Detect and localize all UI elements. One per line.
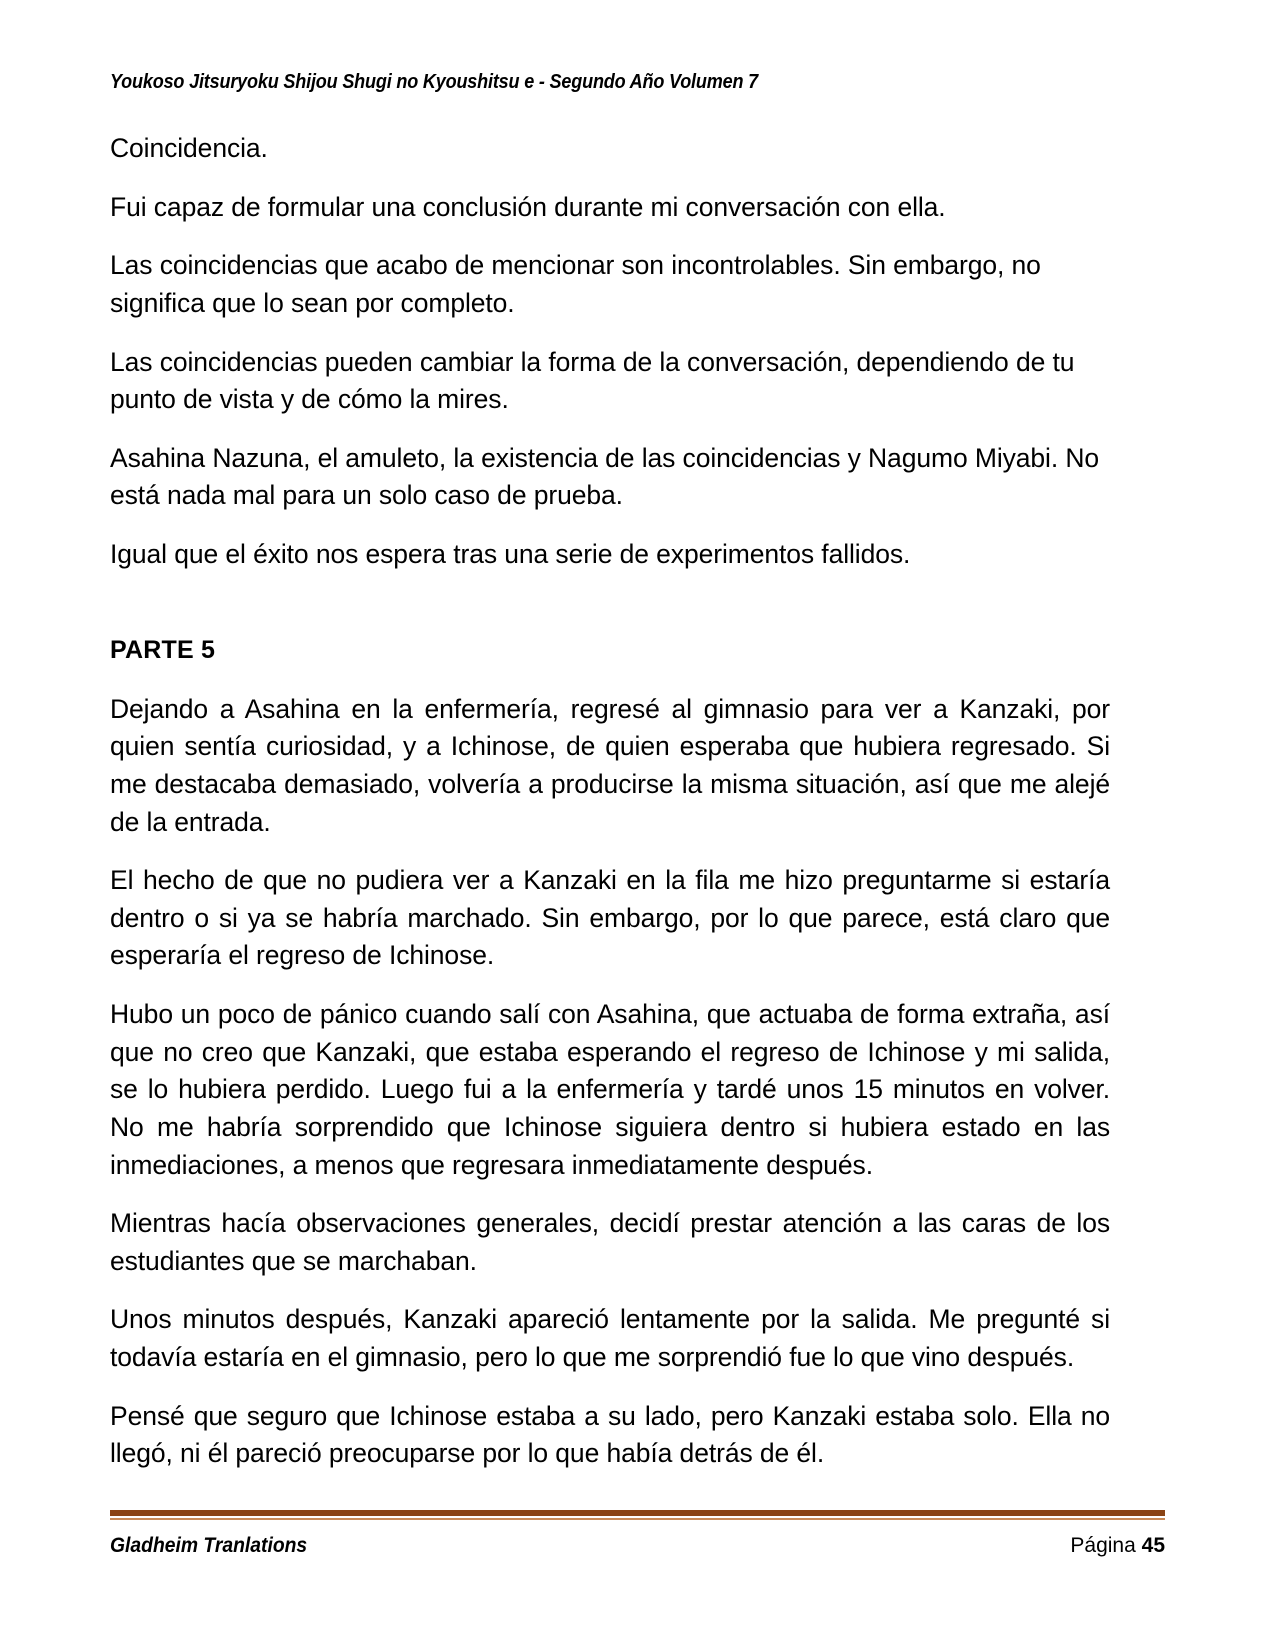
- footer-page-indicator: [1070, 1534, 1165, 1558]
- footer-page-label: Página: [1070, 1534, 1136, 1557]
- running-footer: [110, 1510, 1165, 1558]
- footer-row: [110, 1534, 1165, 1558]
- footer-page-number: 45: [1141, 1534, 1165, 1557]
- paragraph: Asahina Nazuna, el amuleto, la existencia de las coincidencias y Nagumo Miyabi. No está nada mal para un solo caso de prueba.: [110, 442, 1100, 511]
- footer-divider-thick-bar: [110, 1510, 1165, 1516]
- footer-divider-thin-bar: [110, 1518, 1165, 1520]
- paragraph: Unos minutos después, Kanzaki apareció lentamente por la salida. Me pregunté si todavía estaría en el gimnasio, pero lo que me sorprendió fue lo que vino después.: [110, 1304, 1110, 1372]
- paragraph: Las coincidencias pueden cambiar la forma de la conversación, dependiendo de tu punto de vista y de cómo la mires.: [110, 346, 1075, 415]
- footer-divider: [110, 1510, 1165, 1520]
- paragraph: Igual que el éxito nos espera tras una serie de experimentos fallidos.: [110, 539, 911, 569]
- header-title: Youkoso Jitsuryoku Shijou Shugi no Kyoushitsu e - Segundo Año Volumen 7: [110, 70, 759, 93]
- running-header: [110, 70, 1165, 94]
- paragraph: El hecho de que no pudiera ver a Kanzaki en la fila me hizo preguntarme si estaría dentro o si ya se habría marchado. Sin embargo, por lo que parece, está claro que esperaría el regreso de Ichinose.: [110, 865, 1110, 971]
- paragraph: Pensé que seguro que Ichinose estaba a su lado, pero Kanzaki estaba solo. Ella no llegó, ni él pareció preocuparse por lo que había detrás de él.: [110, 1400, 1110, 1469]
- section-heading: PARTE 5: [110, 635, 216, 664]
- paragraph: Las coincidencias que acabo de mencionar son incontrolables. Sin embargo, no significa que lo sean por completo.: [110, 250, 1041, 318]
- document-body: [110, 130, 1110, 1494]
- paragraph: Dejando a Asahina en la enfermería, regresé al gimnasio para ver a Kanzaki, por quien sentía curiosidad, y a Ichinose, de quien esperaba que hubiera regresado. Si me destacaba demasiado, volvería a producirse la misma situación, así que me alejé de la entrada.: [110, 693, 1110, 837]
- paragraph: Mientras hacía observaciones generales, decidí prestar atención a las caras de los estudiantes que se marchaban.: [110, 1208, 1110, 1276]
- paragraph: Coincidencia.: [110, 133, 268, 163]
- paragraph: Hubo un poco de pánico cuando salí con Asahina, que actuaba de forma extraña, así que no creo que Kanzaki, que estaba esperando el regreso de Ichinose y mi salida, se lo hubiera perdido. Luego fui a la enfermería y tardé unos 15 minutos en volver. No me habría sorprendido que Ichinose siguiera dentro si hubiera estado en las inmediaciones, a menos que regresara inmediatamente después.: [110, 999, 1110, 1180]
- footer-brand: Gladheim Tranlations: [110, 1534, 308, 1557]
- paragraph: Fui capaz de formular una conclusión durante mi conversación con ella.: [110, 191, 946, 222]
